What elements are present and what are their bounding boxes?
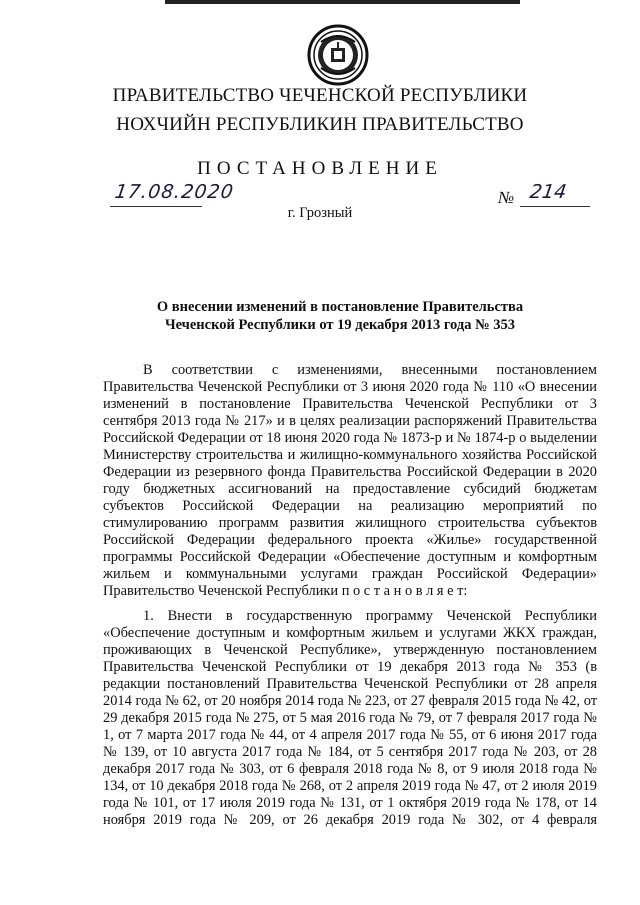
title-line-1: О внесении изменений в постановление Правительства	[156, 299, 524, 315]
title-line-2: Чеченской Республики от 19 декабря 2013 года № 353	[164, 317, 516, 333]
document-date: 17.08.2020	[113, 181, 236, 203]
number-label: №	[498, 188, 515, 207]
document-number: 214	[528, 181, 568, 203]
coat-of-arms-emblem	[307, 24, 369, 86]
paragraph-1-text: В соответствии с изменениями, внесенными постановлением Правительства Чеченской Республики от 3 июня 2020 года № 110 «О внесении изменений в постановление Правительства Чеченской Республики от 3 сентября 2013 года № 217» и в целях реализации распоряжений Правительства Российской Федерации от 18 июня 2020 года № 1873-р и № 1874-р о выделении Министерству строительства и жилищно-коммунального хозяйства Российской Федерации из резервного фонда Правительства Российской Федерации в 2020 году бюджетных ассигнований на предоставление субсидий бюджетам субъектов Российской Федерации на реализацию мероприятий по стимулированию программ развития жилищного строительства субъектов Российской Федерации федерального проекта «Жилье» государственной программы Российской Федерации «Обеспечение доступным и комфортным жильем и коммунальными услугами граждан Российской Федерации» Правительство Чеченской Республики п о с т а н о в л я е т:	[103, 362, 597, 599]
org-name-chechen: НОХЧИЙН РЕСПУБЛИКИН ПРАВИТЕЛЬСТВО	[116, 114, 524, 135]
document-type: ПОСТАНОВЛЕНИЕ	[197, 158, 443, 179]
org-name-russian: ПРАВИТЕЛЬСТВО ЧЕЧЕНСКОЙ РЕСПУБЛИКИ	[112, 85, 528, 106]
city-name: г. Грозный	[287, 205, 353, 221]
document-title	[130, 298, 550, 334]
paragraph-2-text: 1. Внести в государственную программу Чеченской Республики «Обеспечение доступным и комфортным жильем и услугами ЖКХ граждан, проживающих в Чеченской Республике», утвержденную постановлением Правительства Чеченской Республики от 19 декабря 2013 года № 353 (в редакции постановлений Правительства Чеченской Республики от 28 апреля 2014 года № 62, от 20 ноября 2014 года № 223, от 27 февраля 2015 года № 42, от 29 декабря 2015 года № 275, от 5 мая 2016 года № 79, от 7 февраля 2017 года № 1, от 7 марта 2017 года № 44, от 4 апреля 2017 года № 55, от 6 июня 2017 года № 139, от 10 августа 2017 года № 184, от 5 сентября 2017 года № 203, от 28 декабря 2017 года № 303, от 6 февраля 2018 года № 8, от 9 июля 2018 года № 134, от 10 декабря 2018 года № 268, от 2 апреля 2019 года № 47, от 2 июля 2019 года № 101, от 17 июля 2019 года № 131, от 1 октября 2019 года № 178, от 14 ноября 2019 года № 209, от 26 декабря 2019 года № 302, от 4 февраля	[103, 608, 597, 828]
top-edge-line	[165, 0, 520, 4]
body-paragraph-1	[103, 362, 597, 600]
body-paragraph-2	[103, 608, 597, 829]
